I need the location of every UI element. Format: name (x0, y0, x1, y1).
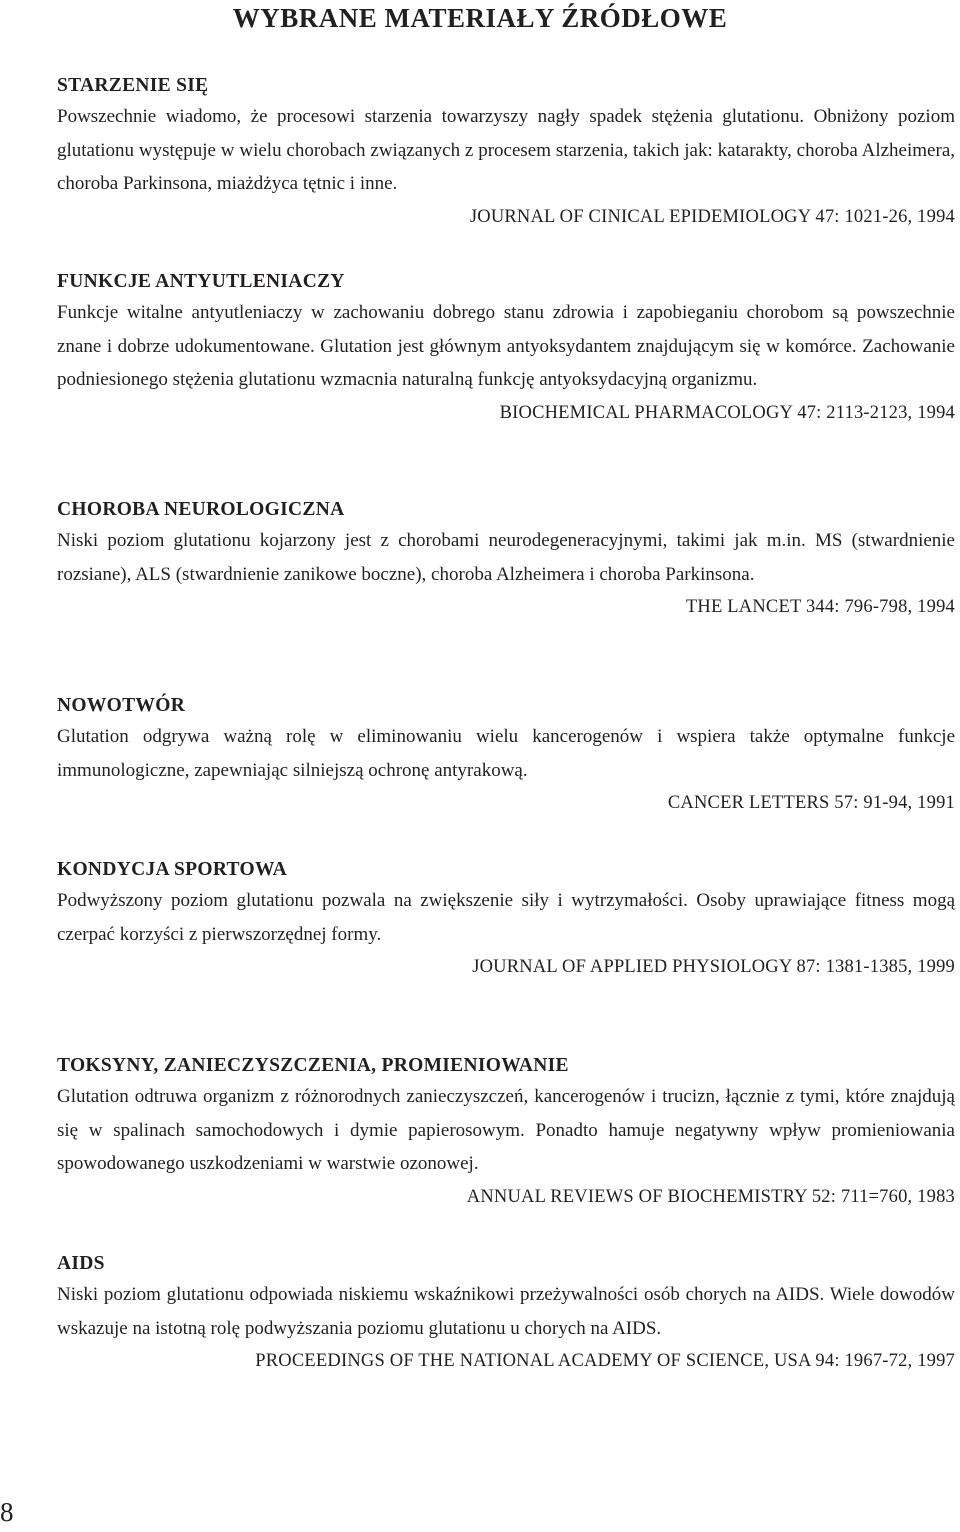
section-text: Glutation odtruwa organizm z różnorodnych zanieczyszczeń, kancerogenów i trucizn, łącznie z tymi, które znajdują się w spalinach samochodowych i dymie papierosowym. Ponadto hamuje negatywny wpływ promieniowania spowodowanego uszkodzeniami w warstwie ozonowej. (57, 1086, 955, 1174)
section-citation: JOURNAL OF CINICAL EPIDEMIOLOGY 47: 1021-26, 1994 (469, 206, 955, 227)
page-number: 8 (0, 1497, 14, 1527)
section-heading: AIDS (57, 1253, 105, 1274)
section-citation: CANCER LETTERS 57: 91-94, 1991 (667, 793, 955, 813)
section-text: Funkcje witalne antyutleniaczy w zachowaniu dobrego stanu zdrowia i zapobieganiu chorobom są powszechnie znane i dobrze udokumentowane. Glutation jest głównym antyoksydantem znajdującym się w komórce. Zachowanie podniesionego stężenia glutationu wzmacnia naturalną funkcję antyoksydacyjną organizmu. (57, 302, 955, 390)
section-antyutleniacze (57, 268, 955, 429)
section-nowotwor (57, 692, 955, 819)
section-text: Podwyższony poziom glutationu pozwala na zwiększenie siły i wytrzymałości. Osoby uprawiające fitness mogą czerpać korzyści z pierwszorzędnej formy. (57, 890, 955, 945)
page-title: WYBRANE MATERIAŁY ŹRÓDŁOWE (232, 3, 728, 33)
section-citation: BIOCHEMICAL PHARMACOLOGY 47: 2113-2123, 1994 (499, 402, 955, 423)
section-text: Glutation odgrywa ważną rolę w eliminowaniu wielu kancerogenów i wspiera także optymalne funkcje immunologiczne, zapewniając silniejszą ochronę antyrakową. (57, 726, 955, 781)
section-citation: THE LANCET 344: 796-798, 1994 (685, 597, 955, 617)
section-text: Niski poziom glutationu odpowiada niskiemu wskaźnikowi przeżywalności osób chorych na AIDS. Wiele dowodów wskazuje na istotną rolę podwyższania poziomu glutationu u chorych na AIDS. (57, 1284, 955, 1339)
section-starzenie (57, 72, 955, 233)
section-heading: KONDYCJA SPORTOWA (57, 859, 287, 880)
section-aids (57, 1250, 955, 1377)
section-heading: FUNKCJE ANTYUTLENIACZY (57, 271, 345, 292)
section-text: Powszechnie wiadomo, że procesowi starzenia towarzyszy nagły spadek stężenia glutationu. Obniżony poziom glutationu występuje w wielu chorobach związanych z procesem starzenia, takich jak: katarakty, choroba Alzheimera, choroba Parkinsona, miażdżyca tętnic i inne. (57, 106, 955, 194)
section-citation: PROCEEDINGS OF THE NATIONAL ACADEMY OF SCIENCE, USA 94: 1967-72, 1997 (255, 1351, 955, 1371)
section-text: Niski poziom glutationu kojarzony jest z chorobami neurodegeneracyjnymi, takimi jak m.in. MS (stwardnienie rozsiane), ALS (stwardnienie zanikowe boczne), choroba Alzheimera i choroba Parkinsona. (57, 530, 955, 585)
section-kondycja (57, 856, 955, 983)
section-neurologiczna (57, 496, 955, 623)
section-toksyny (57, 1052, 955, 1213)
section-citation: JOURNAL OF APPLIED PHYSIOLOGY 87: 1381-1385, 1999 (472, 957, 955, 977)
section-heading: TOKSYNY, ZANIECZYSZCZENIA, PROMIENIOWANIE (57, 1055, 569, 1076)
section-heading: NOWOTWÓR (57, 695, 186, 716)
section-heading: STARZENIE SIĘ (57, 75, 209, 96)
section-citation: ANNUAL REVIEWS OF BIOCHEMISTRY 52: 711=760, 1983 (466, 1186, 955, 1207)
section-heading: CHOROBA NEUROLOGICZNA (57, 499, 345, 520)
